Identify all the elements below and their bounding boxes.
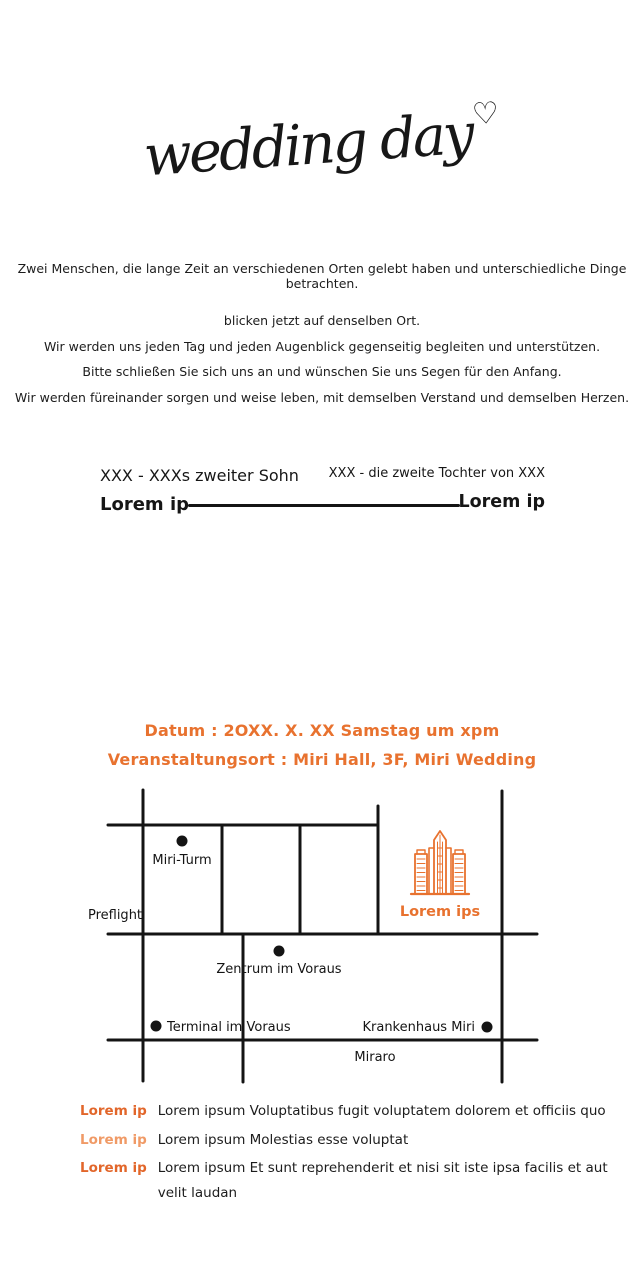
bride-block <box>329 466 545 512</box>
note-text-line: Lorem ipsum Voluptatibus fugit voluptatem dolorem et officiis quo <box>157 1103 606 1119</box>
note-row <box>80 1101 625 1122</box>
intro-line-1: Zwei Menschen, die lange Zeit an verschiedenen Orten gelebt haben und unterschiedliche Dinge betrachten. <box>17 261 627 291</box>
note-label: Lorem ip <box>80 1103 147 1119</box>
note-text <box>158 1130 409 1151</box>
event-details <box>0 721 644 769</box>
page-title <box>0 86 644 200</box>
terminal-label: Terminal im Voraus <box>167 1020 291 1035</box>
intro-line-5: Wir werden füreinander sorgen und weise leben, mit demselben Verstand und demselben Herzen. <box>14 389 630 405</box>
note-row <box>80 1158 625 1204</box>
title-script-text: wedding day <box>141 101 474 190</box>
intro-line-4: Bitte schließen Sie sich uns an und wünschen Sie uns Segen für den Anfang. <box>82 364 562 379</box>
intro-line-2: blicken jetzt auf denselben Ort. <box>223 313 421 328</box>
miri-turm-label: Miri-Turm <box>152 853 212 868</box>
heart-icon: ♡ <box>470 95 501 133</box>
names-section <box>0 466 644 526</box>
venue-map-label: Lorem ips <box>399 904 481 920</box>
note-text-line: Lorem ipsum Et sunt reprehenderit et nisi sit iste ipsa facilis et aut <box>157 1160 608 1176</box>
krankenhaus-label: Krankenhaus Miri <box>362 1020 475 1035</box>
bride-relation: XXX - die zweite Tochter von XXX <box>328 466 545 481</box>
note-label: Lorem ip <box>80 1131 147 1148</box>
groom-block <box>100 466 299 515</box>
miraro-label: Miraro <box>354 1050 396 1065</box>
preflight-label: Preflight <box>87 908 143 923</box>
intro-paragraph <box>0 314 644 416</box>
bride-name: Lorem ip <box>458 492 545 512</box>
intro-line-3: Wir werden uns jeden Tag und jeden Augenblick gegenseitig begleiten und unterstützen. <box>43 338 601 354</box>
note-label: Lorem ip <box>80 1160 147 1176</box>
note-text-line-2: velit laudan <box>157 1185 238 1201</box>
event-venue: Veranstaltungsort : Miri Hall, 3F, Miri Wedding <box>107 750 537 769</box>
groom-name: Lorem ip <box>100 494 189 515</box>
groom-relation: XXX - XXXs zweiter Sohn <box>100 466 299 485</box>
note-row <box>80 1130 625 1151</box>
event-date: Datum : 2OXX. X. XX Samstag um xpm <box>144 721 500 740</box>
note-text <box>158 1158 608 1204</box>
notes-section <box>80 1101 625 1212</box>
location-map <box>0 780 644 1090</box>
building-icon <box>411 831 469 894</box>
zentrum-label: Zentrum im Voraus <box>216 962 342 977</box>
map-roads <box>108 790 537 1082</box>
note-text <box>158 1101 606 1122</box>
miri-turm-dot <box>177 836 188 847</box>
zentrum-dot <box>274 946 285 957</box>
terminal-dot <box>151 1021 162 1032</box>
krankenhaus-dot <box>482 1022 493 1033</box>
note-text-line: Lorem ipsum Molestias esse voluptat <box>157 1131 409 1148</box>
